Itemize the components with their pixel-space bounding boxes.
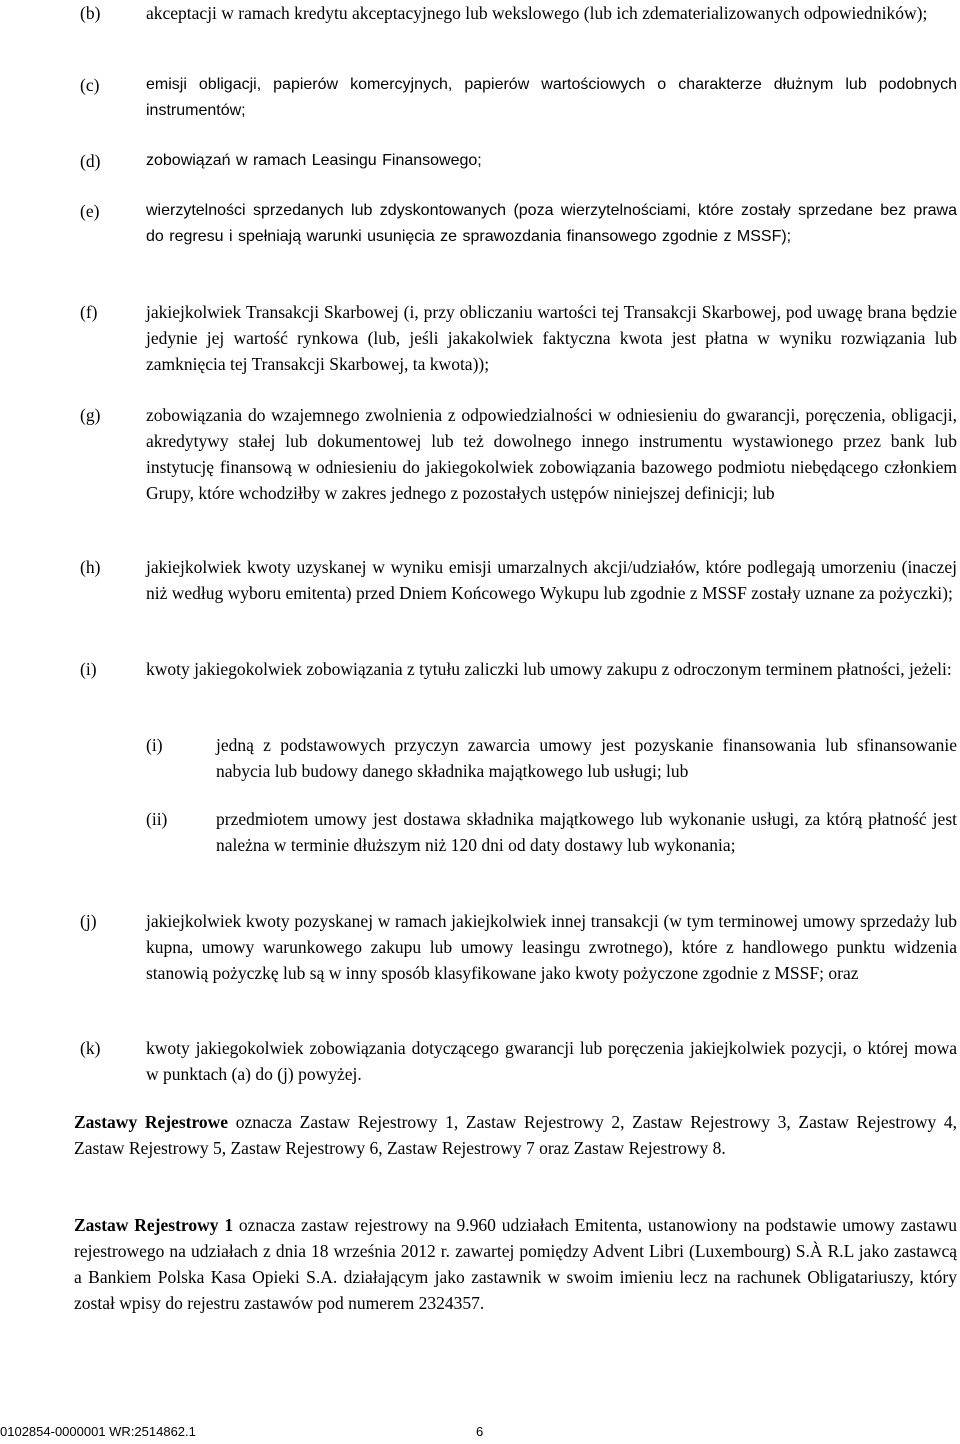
item-marker: (j) <box>80 911 97 931</box>
item-marker: (e) <box>80 201 100 221</box>
item-text: emisji obligacji, papierów komercyjnych, papierów wartościowych o charakterze dłużnym lub podobnych instrumentów; <box>146 76 957 119</box>
definition-text: oznacza zastaw rejestrowy na 9.960 udziałach Emitenta, ustanowiony na podstawie umowy zastawu rejestrowego na udziałach z dnia 18 września 2012 r. zawartej pomiędzy Advent Libri (Luxembourg) S.À R.L jako zastawcą a Bankiem Polska Kasa Opieki S.A. działającym jako zastawnik w swoim imieniu lecz na rachunek Obligatariuszy, który został wpisy do rejestru zastawów pod numerem 2324357. <box>74 1215 957 1313</box>
item-marker: (b) <box>80 3 101 23</box>
definition-paragraph <box>74 1109 957 1161</box>
definition-text: oznacza Zastaw Rejestrowy 1, Zastaw Rejestrowy 2, Zastaw Rejestrowy 3, Zastaw Rejestrowy 4, Zastaw Rejestrowy 5, Zastaw Rejestrowy 6, Zastaw Rejestrowy 7 oraz Zastaw Rejestrowy 8. <box>74 1112 957 1158</box>
item-marker: (c) <box>80 75 100 95</box>
document-reference: 0102854-0000001 WR:2514862.1 <box>0 1424 196 1439</box>
item-marker: (i) <box>80 659 97 679</box>
sub-item-marker: (ii) <box>146 809 168 829</box>
item-text: wierzytelności sprzedanych lub zdyskontowanych (poza wierzytelnościami, które zostały sprzedane bez prawa do regresu i spełniają warunki usunięcia ze sprawozdania finansowego zgodnie z MSSF); <box>146 202 957 245</box>
item-text: kwoty jakiegokolwiek zobowiązania z tytułu zaliczki lub umowy zakupu z odroczonym terminem płatności, jeżeli: <box>146 659 952 679</box>
item-marker: (d) <box>80 151 101 171</box>
item-text: kwoty jakiegokolwiek zobowiązania dotyczącego gwarancji lub poręczenia jakiejkolwiek pozycji, o której mowa w punktach (a) do (j) powyżej. <box>146 1038 957 1084</box>
item-marker: (g) <box>80 405 101 425</box>
item-text: jakiejkolwiek kwoty pozyskanej w ramach jakiejkolwiek innej transakcji (w tym terminowej umowy sprzedaży lub kupna, umowy warunkowego zakupu lub umowy leasingu zwrotnego), które z handlowego punktu widzenia stanowią pożyczkę lub są w inny sposób klasyfikowane jako kwoty pożyczone zgodnie z MSSF; oraz <box>146 911 957 983</box>
item-text: zobowiązania do wzajemnego zwolnienia z odpowiedzialności w odniesieniu do gwarancji, poręczenia, obligacji, akredytywy stałej lub dokumentowej lub też dowolnego innego instrumentu wystawionego przez bank lub instytucję finansową w odniesieniu do jakiegokolwiek zobowiązania bazowego podmiotu niebędącego członkiem Grupy, które wchodziłby w zakres jednego z pozostałych ustępów niniejszej definicji; lub <box>146 405 957 503</box>
item-marker: (h) <box>80 557 101 577</box>
definition-term: Zastawy Rejestrowe <box>74 1112 229 1132</box>
definition-term: Zastaw Rejestrowy 1 <box>74 1215 234 1235</box>
item-marker: (k) <box>80 1038 101 1058</box>
item-text: jakiejkolwiek Transakcji Skarbowej (i, przy obliczaniu wartości tej Transakcji Skarbowej, pod uwagę brana będzie jedynie jej wartość rynkowa (lub, jeśli jakakolwiek faktyczna kwota jest płatna w wyniku rozwiązania lub zamknięcia tej Transakcji Skarbowej, ta kwota)); <box>146 302 957 374</box>
definition-paragraph <box>74 1212 957 1316</box>
item-text: zobowiązań w ramach Leasingu Finansowego; <box>146 152 482 169</box>
sub-item-text: przedmiotem umowy jest dostawa składnika majątkowego lub wykonanie usługi, za którą płatność jest należna w terminie dłuższym niż 120 dni od daty dostawy lub wykonania; <box>216 809 957 855</box>
item-text: akceptacji w ramach kredytu akceptacyjnego lub wekslowego (lub ich zdematerializowanych odpowiedników); <box>146 3 928 23</box>
sub-item-text: jedną z podstawowych przyczyn zawarcia umowy jest pozyskanie finansowania lub sfinansowanie nabycia lub budowy danego składnika majątkowego lub usługi; lub <box>216 735 957 781</box>
page-number: 6 <box>476 1424 484 1439</box>
sub-item-marker: (i) <box>146 735 163 755</box>
item-marker: (f) <box>80 302 98 322</box>
item-text: jakiejkolwiek kwoty uzyskanej w wyniku emisji umarzalnych akcji/udziałów, które podlegają umorzeniu (inaczej niż według wyboru emitenta) przed Dniem Końcowego Wykupu lub zgodnie z MSSF zostały uznane za pożyczki); <box>146 557 957 603</box>
